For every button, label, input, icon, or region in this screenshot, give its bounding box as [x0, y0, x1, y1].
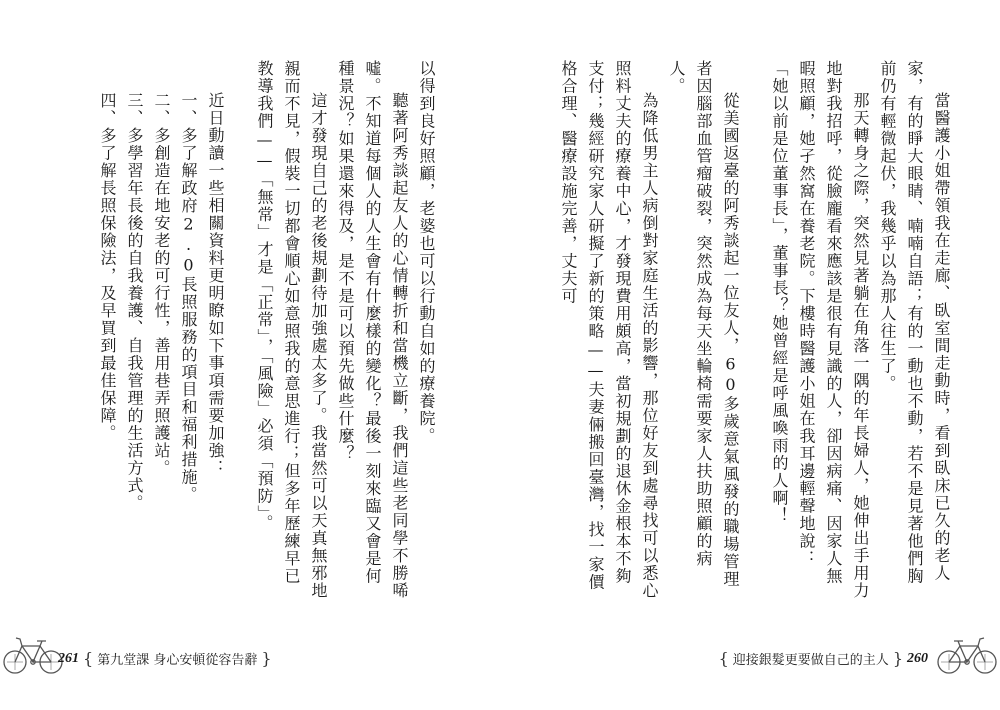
bicycle-icon: [2, 632, 64, 680]
paragraph: 那天轉身之際，突然見著躺在角落一隅的年長婦人，她伸出手用力地對我招呼，從臉龐看來應該是很有見識的人，卻因病痛、因家人無暇照顧，她孑然窩在養老院。下樓時醫護小姐在我耳邊輕聲地說：「她以前是位董事長」，董事長？她曾經是呼風喚雨的人啊！: [770, 60, 870, 600]
chapter-title: 迎接銀髮更要做自己的主人: [732, 653, 889, 668]
left-brace: {: [83, 649, 94, 668]
page-number: 261: [58, 650, 79, 666]
paragraph: 為降低男主人病倒對家庭生活的影響，那位好友到處尋找可以悉心照料丈夫的療養中心，才發現費用頗高，當初規劃的退休金根本不夠支付；幾經研究家人研擬了新的策略——夫妻倆搬回臺灣，找一家價格合理、醫療設施完善，丈夫可: [559, 60, 659, 600]
paragraph: 聽著阿秀談起友人的心情轉折和當機立斷，我們這些老同學不勝唏噓。不知道每個人的人生會有什麼樣的變化？最後一刻來臨又會是何種景況？如果還來得及，是不是可以預先做些什麼？: [336, 60, 409, 600]
list-item: 二、多創造在地安老的可行性，善用巷弄照護站。: [152, 92, 171, 477]
right-footer: [719, 649, 928, 668]
left-brace: {: [718, 649, 729, 668]
paragraph: 這才發現自己的老後規劃待加強處太多了。我當然可以天真無邪地親而不見，假裝一切都會順心如意照我的意思進行；但多年歷練早已教導我們——「無常」才是「正常」，「風險」必須「預防」。: [255, 60, 328, 600]
paragraph: 從美國返臺的阿秀談起一位友人，60多歲意氣風發的職場管理者因腦部血管瘤破裂，突然成為每天坐輪椅需要家人扶助照顧的病人。: [667, 60, 740, 588]
right-page: [500, 0, 1000, 710]
right-brace: }: [892, 649, 903, 668]
paragraph: 近日動讀一些相關資料更明瞭如下事項需要加強：: [206, 92, 225, 477]
paragraph: 以得到良好照顧，老婆也可以行動自如的療養院。: [417, 60, 436, 445]
left-footer: [58, 649, 272, 668]
left-page-body: [30, 60, 440, 600]
list-item: 三、多學習年長後的自我養護、自我管理的生活方式。: [125, 92, 144, 512]
bicycle-icon: [936, 632, 998, 680]
right-brace: }: [261, 649, 272, 668]
list-item: 一、多了解政府2.0長照服務的項目和福利措施。: [179, 92, 198, 504]
chapter-title: 第九堂課 身心安頓從容告辭: [97, 653, 258, 668]
list-item: 四、多了解長照保險法，及早買到最佳保障。: [98, 92, 117, 442]
page-number: 260: [907, 650, 928, 666]
right-page-body: [535, 60, 955, 600]
paragraph: 當醫護小姐帶領我在走廊、臥室間走動時，看到臥床已久的老人家，有的睜大眼睛、喃喃自語；有的一動也不動，若不是見著他們胸前仍有輕微起伏，我幾乎以為那人往生了。: [878, 60, 951, 585]
